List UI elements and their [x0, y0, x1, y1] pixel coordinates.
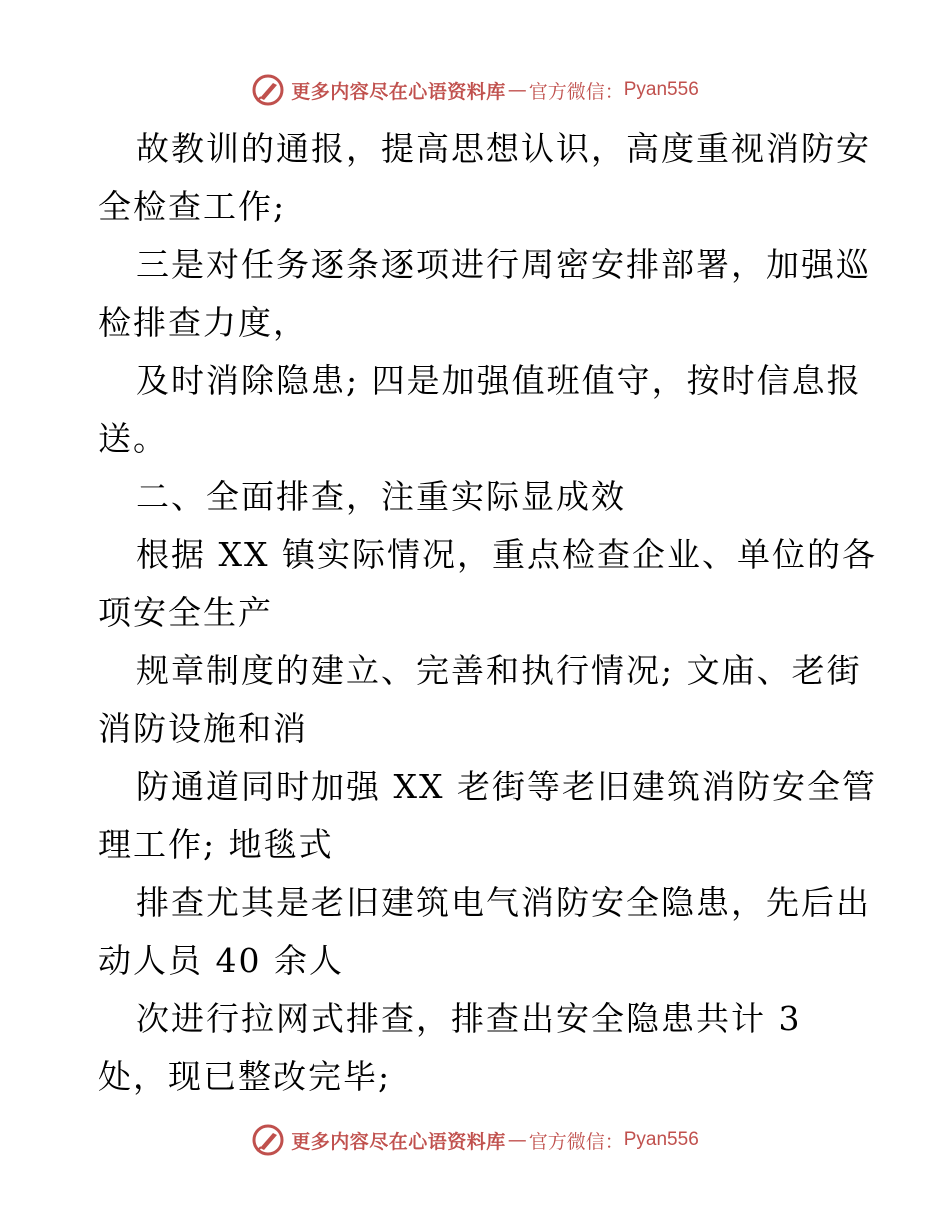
paragraph	[98, 874, 871, 990]
paragraph-first-line: 三是对任务逐条逐项进行周密安排部署，加强巡	[136, 245, 871, 284]
paragraph	[98, 120, 871, 236]
header-wechat-id: Pyan556	[623, 79, 699, 100]
footer-wechat-id: Pyan556	[623, 1129, 699, 1150]
paragraph-first-line: 根据 XX 镇实际情况，重点检查企业、单位的各	[136, 535, 877, 574]
header-banner	[0, 70, 950, 110]
paragraph-continuation: 消防设施和消	[98, 709, 308, 748]
paragraph-continuation: 理工作; 地毯式	[98, 825, 334, 864]
paragraph	[98, 352, 862, 468]
paragraph	[98, 990, 858, 1106]
paragraph-continuation: 项安全生产	[98, 593, 273, 632]
footer-brand: 更多内容尽在心语资料库	[291, 1130, 506, 1153]
paragraph-continuation: 检排查力度，	[98, 303, 308, 342]
section-heading	[98, 468, 858, 526]
paragraph-continuation: 全检查工作;	[98, 187, 287, 226]
paragraph-first-line: 防通道同时加强 XX 老街等老旧建筑消防安全管	[136, 767, 877, 806]
footer-dash: —	[507, 1129, 527, 1151]
paragraph	[98, 758, 877, 874]
header-dash: —	[507, 79, 527, 101]
document-body	[98, 120, 877, 1106]
footer-banner	[0, 1120, 950, 1160]
paragraph-continuation: 动人员 40 余人	[98, 941, 344, 980]
paragraph-first-line: 排查尤其是老旧建筑电气消防安全隐患，先后出	[136, 883, 871, 922]
paragraph-continuation: 送。	[98, 419, 168, 458]
footer-official-label: 官方微信：	[528, 1130, 624, 1153]
paragraph-first-line: 次进行拉网式排查，排查出安全隐患共计 3	[136, 999, 802, 1038]
paragraph-first-line: 故教训的通报，提高思想认识，高度重视消防安	[136, 129, 871, 168]
paragraph	[98, 236, 871, 352]
header-official-label: 官方微信：	[528, 80, 624, 103]
section-heading-text: 二、全面排查，注重实际显成效	[136, 477, 626, 516]
header-brand: 更多内容尽在心语资料库	[291, 80, 506, 103]
quill-logo-icon	[251, 73, 285, 107]
paragraph-first-line: 规章制度的建立、完善和执行情况; 文庙、老街	[136, 651, 862, 690]
paragraph-continuation: 处，现已整改完毕;	[98, 1057, 392, 1096]
paragraph-first-line: 及时消除隐患; 四是加强值班值守，按时信息报	[136, 361, 862, 400]
quill-logo-icon	[251, 1123, 285, 1157]
paragraph	[98, 526, 877, 642]
paragraph	[98, 642, 862, 758]
